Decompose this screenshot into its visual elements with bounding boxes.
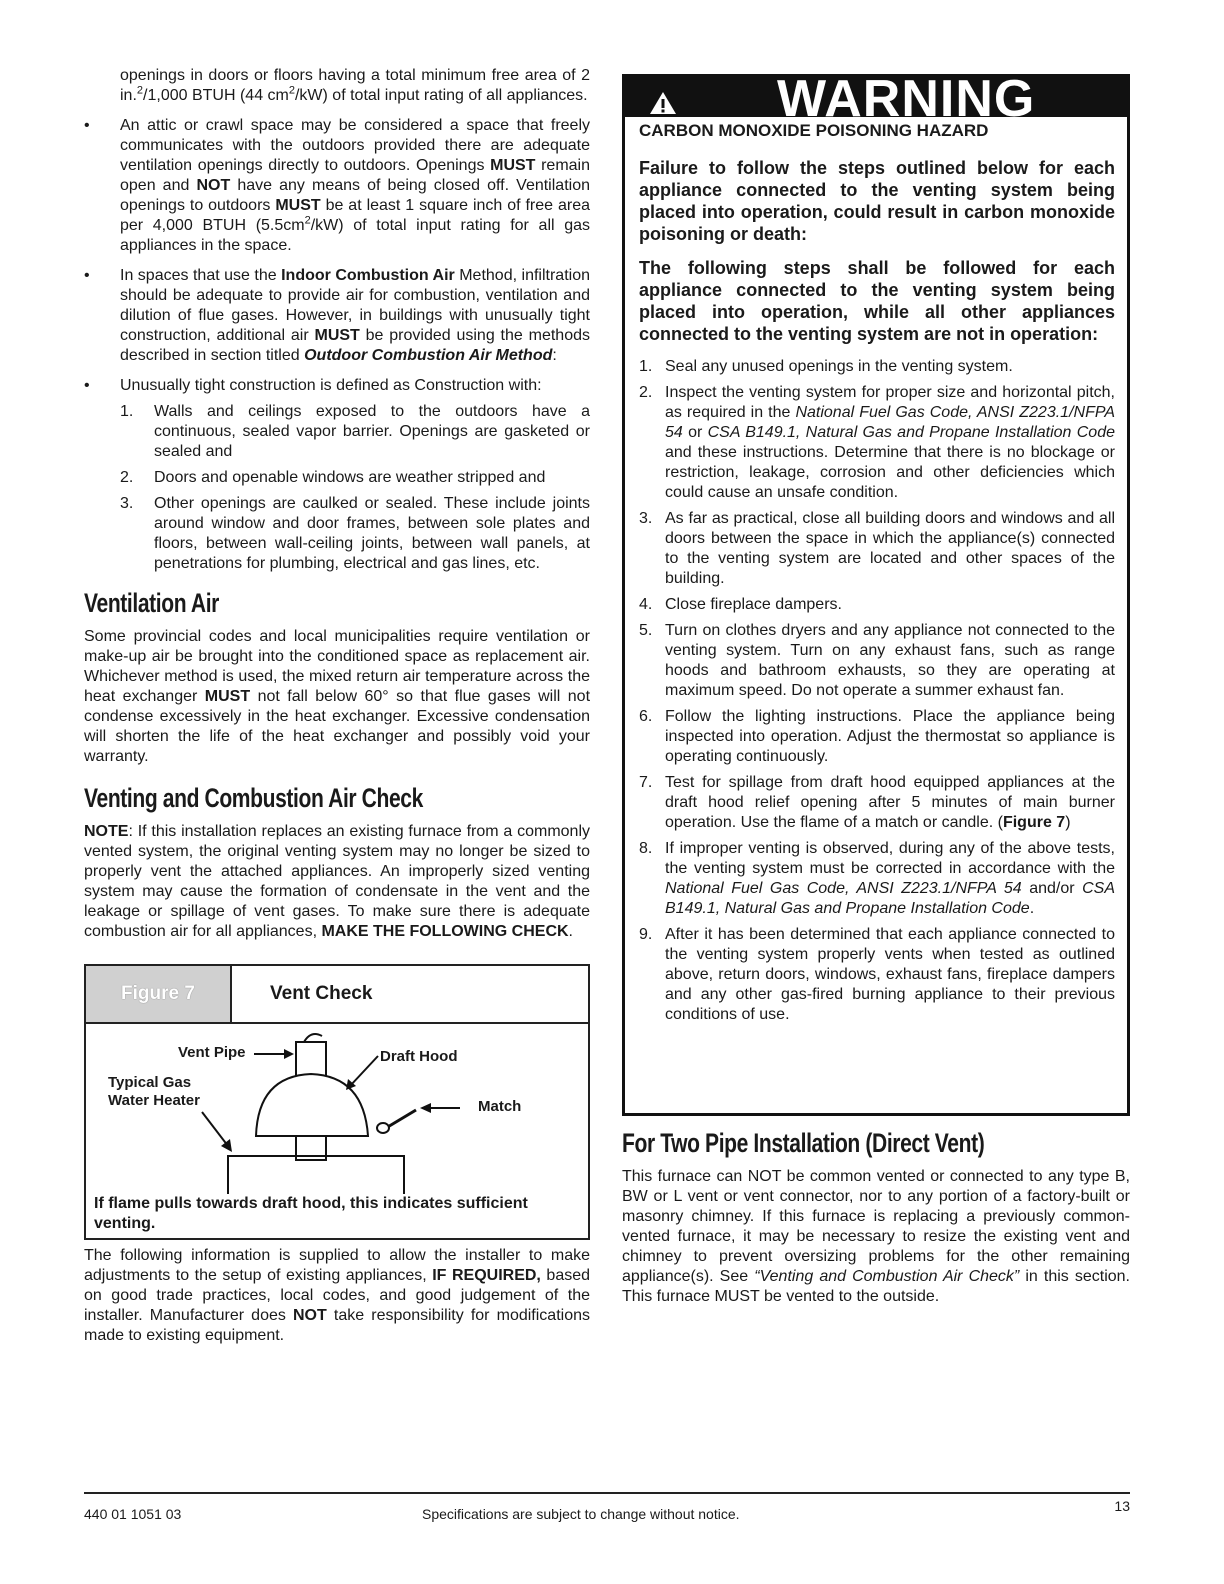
list-item: 2. Inspect the venting system for proper size and horizontal pitch, as required in the National Fuel Gas Code, ANSI Z223.1/NFPA 54 or CSA B149.1, Natural Gas and Propane Installation Code and these instructions. Determine that there is no blockage or restriction, leakage, corrosion and other deficiencies which could cause an unsafe condition. bbox=[639, 384, 1115, 501]
figure-caption: If flame pulls towards draft hood, this indicates sufficient venting. bbox=[94, 1195, 528, 1232]
bullet-tight-construction: • Unusually tight construction is defined as Construction with: bbox=[84, 376, 590, 396]
warning-steps bbox=[639, 357, 1115, 1025]
after-figure-paragraph: The following information is supplied to allow the installer to make adjustments to the setup of existing appliances, IF REQUIRED, based on good trade practices, local codes, and good judgement of the installer. Manufacturer does NOT take responsibility for modifications made to existing equipment. bbox=[84, 1247, 591, 1344]
figure-7 bbox=[84, 964, 590, 1240]
warning-title: WARNING bbox=[777, 77, 1036, 117]
list-item: 1. Walls and ceilings exposed to the outdoors have a continuous, sealed vapor barrier. Openings are gasketed or sealed and bbox=[120, 403, 590, 460]
figure-title: Vent Check bbox=[270, 983, 373, 1004]
warning-statement-1: Failure to follow the steps outlined below for each appliance connected to the venting system being placed into operation, could result in carbon monoxide poisoning or death: bbox=[639, 158, 1115, 244]
bullet-indoor-air: • In spaces that use the Indoor Combustion Air Method, infiltration should be adequate to provide air for combustion, ventilation and dilution of flue gases. However, in buildings with unusually tight construction, additional air MUST be provided using the methods described in section titled Outdoor Combustion Air Method: bbox=[84, 266, 590, 366]
left-column bbox=[84, 66, 590, 1346]
list-item: 7. Test for spillage from draft hood equipped appliances at the draft hood relief opening after 5 minutes of main burner operation. Use the flame of a match or candle. (Figure 7) bbox=[639, 774, 1115, 831]
note-paragraph: NOTE: If this installation replaces an existing furnace from a commonly vented system, the original venting system may no longer be sized to properly vent the attached appliances. An improperly sized venting system may cause the formation of condensate in the vent and the leakage or spillage of vent gases. To make sure there is adequate combustion air for all appliances, MAKE THE FOLLOWING CHECK. bbox=[84, 823, 590, 940]
label-vent-pipe: Vent Pipe bbox=[178, 1044, 246, 1061]
warning-box bbox=[622, 74, 1130, 1116]
figure-label: Figure 7 bbox=[86, 966, 232, 1022]
warning-statement-2: The following steps shall be followed for each appliance connected to the venting system being placed into operation, while all other appliances connected to the venting system are not in operation: bbox=[639, 258, 1115, 344]
list-item: 1. Seal any unused openings in the venting system. bbox=[639, 358, 1013, 375]
label-draft-hood: Draft Hood bbox=[380, 1048, 458, 1065]
label-match: Match bbox=[478, 1098, 522, 1115]
list-item: 2. Doors and openable windows are weather stripped and bbox=[120, 469, 546, 486]
list-item: 8. If improper venting is observed, during any of the above tests, the venting system must be corrected in accordance with the National Fuel Gas Code, ANSI Z223.1/NFPA 54 and/or CSA B149.1, Natural Gas and Propane Installation Code. bbox=[639, 840, 1115, 917]
bullet-attic: • An attic or crawl space may be considered a space that freely communicates with the outdoors provided there are adequate ventilation openings directly to outdoors. Openings MUST remain open and NOT have any means of being closed off. Ventilation openings to outdoors MUST be at least 1 square inch of free area per 4,000 BTUH $(5.5cm^2/kW)$ of total input rating for all gas appliances in the space. bbox=[84, 116, 590, 256]
document-number: 440 01 1051 03 bbox=[84, 1506, 182, 1522]
two-pipe-paragraph: This furnace can NOT be common vented or connected to any type B, BW or L vent or vent connector, nor to any portion of a factory-built or masonry chimney. If this furnace is replacing a previously common-vented furnace, it may be necessary to resize the existing vent and chimney to prevent oversizing problems for the other remaining appliance(s). See “Venting and Combustion Air Check” in this section. This furnace MUST be vented to the outside. bbox=[622, 1168, 1130, 1305]
bullet-list bbox=[84, 116, 590, 396]
warning-triangle-icon bbox=[649, 91, 677, 115]
page-number: 13 bbox=[1114, 1498, 1130, 1514]
list-item: 3. As far as practical, close all building doors and windows and all doors between the space in which the appliance(s) connected to the venting system are located and other spaces of the building. bbox=[639, 510, 1115, 587]
list-item: 9. After it has been determined that each appliance connected to the venting system properly vents when tested as outlined above, return doors, windows, exhaust fans, fireplace dampers and any other gas-fired burning appliance to their previous conditions of use. bbox=[639, 926, 1115, 1023]
warning-banner bbox=[625, 77, 1127, 117]
warning-subtitle: CARBON MONOXIDE POISONING HAZARD bbox=[639, 121, 989, 140]
construction-list bbox=[120, 402, 590, 574]
list-item: 5. Turn on clothes dryers and any appliance not connected to the venting system. Turn on any exhaust fans, such as range hoods and bathroom exhausts, so they are operating at maximum speed. Do not operate a summer exhaust fan. bbox=[639, 622, 1115, 699]
water-heater-tank bbox=[228, 1156, 404, 1194]
heading-ventilation-air: Ventilation Air bbox=[84, 588, 219, 618]
footer-notice: Specifications are subject to change without notice. bbox=[422, 1506, 740, 1522]
match-stick bbox=[386, 1110, 416, 1128]
page-footer bbox=[84, 1492, 1130, 1526]
list-item: 6. Follow the lighting instructions. Place the appliance being inspected into operation. Adjust the thermostat so appliance is operating continuously. bbox=[639, 708, 1115, 765]
label-water-heater: Typical Gas Water Heater bbox=[108, 1074, 200, 1109]
vent-check-diagram bbox=[86, 1024, 588, 1194]
ventilation-paragraph: Some provincial codes and local municipalities require ventilation or make-up air be brought into the conditioned space as replacement air. Whichever method is used, the mixed return air temperature across the heat exchanger MUST not fall below 60° so that flue gases will not condense excessively in the heat exchanger. Excessive condensation will shorten the life of the heat exchanger and possibly void your warranty. bbox=[84, 628, 591, 765]
heading-two-pipe: For Two Pipe Installation (Direct Vent) bbox=[622, 1128, 985, 1158]
list-item: 3. Other openings are caulked or sealed. These include joints around window and door frames, between sole plates and floors, between wall-ceiling joints, between wall panels, at penetrations for plumbing, electrical and gas lines, etc. bbox=[120, 495, 590, 572]
figure-header bbox=[86, 966, 588, 1024]
right-column bbox=[622, 74, 1130, 1307]
intro-continuation: openings in doors or floors having a total minimum free area of 2 in.$^2$/1,000 BTUH (44 $cm^2/kW$) of total input rating of all appliances. bbox=[120, 67, 590, 104]
match-flame bbox=[377, 1123, 389, 1133]
smoke-curl bbox=[304, 1034, 322, 1042]
list-item: 4. Close fireplace dampers. bbox=[639, 596, 842, 613]
heading-venting-check: Venting and Combustion Air Check bbox=[84, 783, 423, 813]
